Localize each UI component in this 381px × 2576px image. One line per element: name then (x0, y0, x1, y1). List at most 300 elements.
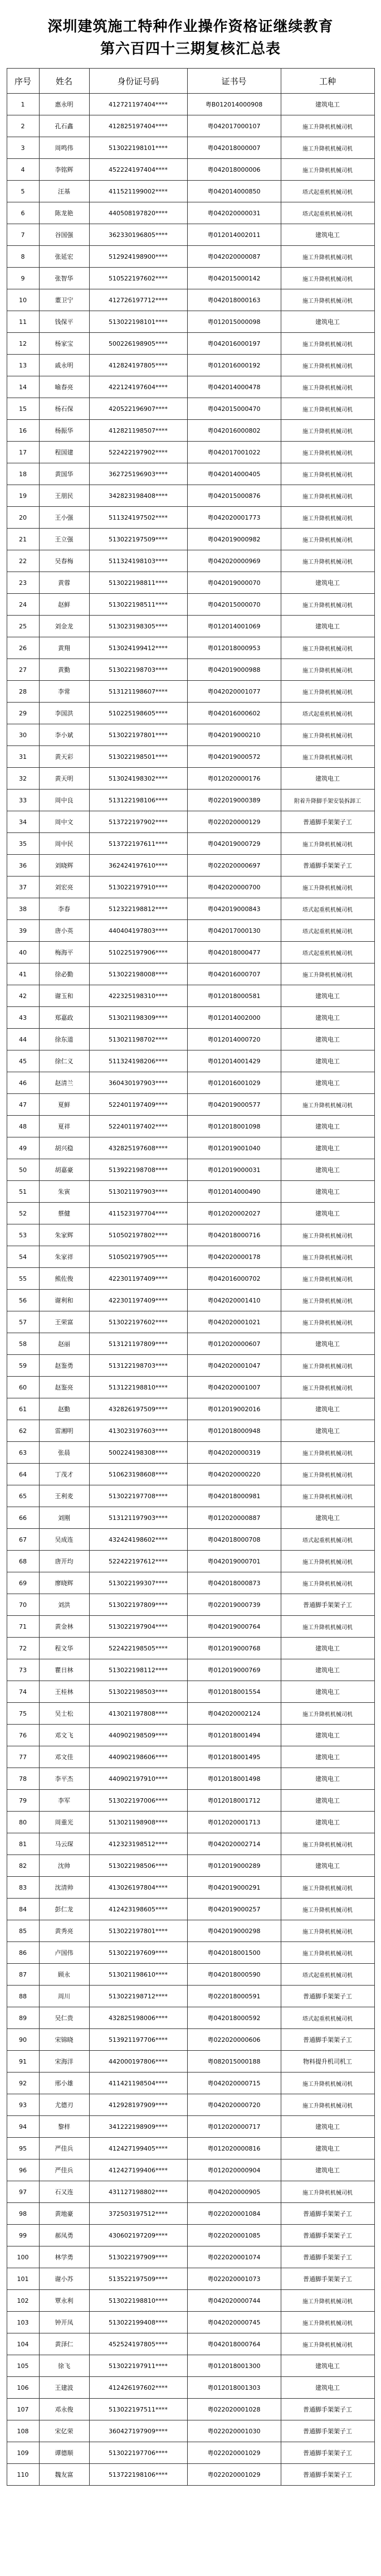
cell-name: 王桂林 (39, 1681, 89, 1703)
cell-name: 吴士松 (39, 1703, 89, 1725)
cell-name: 梅海平 (39, 942, 89, 963)
cell-serial: 33 (7, 790, 39, 811)
cell-job-type: 施工升降机机械司机 (281, 1920, 374, 1942)
cell-name: 邢小雄 (39, 2073, 89, 2094)
cell-serial: 98 (7, 2203, 39, 2225)
cell-job-type: 塔式起重机机械司机 (281, 942, 374, 963)
cell-id-number: 513022197006**** (89, 1790, 187, 1812)
cell-name: 严佳兵 (39, 2159, 89, 2181)
cell-name: 李小斌 (39, 724, 89, 746)
cell-certificate-number: 粤012019000768 (187, 1638, 281, 1659)
cell-name: 王荣富 (39, 1311, 89, 1333)
cell-serial: 67 (7, 1529, 39, 1551)
cell-serial: 15 (7, 398, 39, 420)
cell-certificate-number: 粤042020000905 (187, 2181, 281, 2203)
cell-job-type: 普通脚手架架子工 (281, 2029, 374, 2051)
table-row (7, 1812, 374, 1833)
cell-serial: 77 (7, 1746, 39, 1768)
cell-id-number: 513022198811**** (89, 572, 187, 594)
cell-id-number: 513021198702**** (89, 1029, 187, 1050)
cell-job-type: 施工升降机机械司机 (281, 1268, 374, 1290)
table-row (7, 1638, 374, 1659)
cell-name: 胡嘉豪 (39, 1159, 89, 1181)
cell-job-type: 建筑电工 (281, 1638, 374, 1659)
table-row (7, 659, 374, 681)
table-row (7, 137, 374, 159)
cell-certificate-number: 粤042019000843 (187, 898, 281, 920)
cell-serial: 56 (7, 1290, 39, 1311)
cell-serial: 30 (7, 724, 39, 746)
cell-id-number: 360427197909**** (89, 2420, 187, 2442)
cell-name: 赵清兰 (39, 1072, 89, 1094)
cell-certificate-number: 粤042020001007 (187, 1377, 281, 1398)
cell-job-type: 施工升降机机械司机 (281, 1899, 374, 1920)
cell-id-number: 513122198106**** (89, 790, 187, 811)
table-row (7, 920, 374, 942)
cell-serial: 72 (7, 1638, 39, 1659)
cell-name: 谢利和 (39, 1290, 89, 1311)
cell-id-number: 422325198310**** (89, 985, 187, 1007)
cell-serial: 42 (7, 985, 39, 1007)
cell-id-number: 411523197704**** (89, 1203, 187, 1224)
cell-job-type: 施工升降机机械司机 (281, 1442, 374, 1464)
cell-serial: 62 (7, 1420, 39, 1442)
cell-certificate-number: 粤012020002027 (187, 1203, 281, 1224)
cell-name: 赵丽 (39, 1333, 89, 1355)
table-row (7, 1986, 374, 2007)
cell-serial: 36 (7, 855, 39, 877)
cell-id-number: 411521199002**** (89, 181, 187, 202)
table-row (7, 1594, 374, 1616)
cell-job-type: 建筑电工 (281, 1420, 374, 1442)
table-row (7, 2225, 374, 2246)
cell-serial: 63 (7, 1442, 39, 1464)
title-line-2: 第六百四十三期复核汇总表 (100, 41, 281, 57)
table-row (7, 181, 374, 202)
cell-serial: 104 (7, 2333, 39, 2355)
cell-name: 夏祥 (39, 1116, 89, 1137)
table-row (7, 2333, 374, 2355)
cell-job-type: 施工升降机机械司机 (281, 442, 374, 463)
table-row (7, 2159, 374, 2181)
cell-id-number: 452524197805**** (89, 2333, 187, 2355)
cell-id-number: 432825197608**** (89, 1137, 187, 1159)
cell-name: 顾永 (39, 1964, 89, 1986)
cell-name: 李国洪 (39, 703, 89, 724)
cell-name: 黄勤 (39, 659, 89, 681)
cell-certificate-number: 粤012020000887 (187, 1507, 281, 1529)
cell-serial: 31 (7, 746, 39, 768)
cell-job-type: 普通脚手架架子工 (281, 855, 374, 877)
cell-serial: 50 (7, 1159, 39, 1181)
cell-serial: 3 (7, 137, 39, 159)
cell-job-type: 施工升降机机械司机 (281, 550, 374, 572)
cell-serial: 109 (7, 2442, 39, 2464)
cell-certificate-number: 粤012014001429 (187, 1050, 281, 1072)
cell-serial: 1 (7, 94, 39, 115)
cell-serial: 34 (7, 811, 39, 833)
cell-serial: 83 (7, 1877, 39, 1899)
cell-id-number: 513022197910**** (89, 877, 187, 898)
table-row (7, 355, 374, 376)
cell-certificate-number: 粤042016000602 (187, 703, 281, 724)
cell-id-number: 440902197910**** (89, 1768, 187, 1790)
cell-certificate-number: 粤022020001029 (187, 2442, 281, 2464)
table-row (7, 1616, 374, 1638)
cell-name: 沈清帅 (39, 1877, 89, 1899)
cell-id-number: 513022197801**** (89, 1920, 187, 1942)
cell-serial: 102 (7, 2290, 39, 2312)
cell-certificate-number: 粤042015000070 (187, 594, 281, 616)
cell-id-number: 511324198206**** (89, 1050, 187, 1072)
table-row (7, 1442, 374, 1464)
cell-certificate-number: 粤022020000697 (187, 855, 281, 877)
cell-id-number: 513021198309**** (89, 1007, 187, 1029)
table-row (7, 1398, 374, 1420)
cell-certificate-number: 粤012018000948 (187, 1420, 281, 1442)
cell-name: 廖晓辉 (39, 1572, 89, 1594)
cell-serial: 66 (7, 1507, 39, 1529)
cell-serial: 24 (7, 594, 39, 616)
cell-id-number: 513022198503**** (89, 1681, 187, 1703)
cell-name: 黄翔 (39, 637, 89, 659)
cell-id-number: 513022197911**** (89, 2355, 187, 2377)
cell-name: 谭德顺 (39, 2442, 89, 2464)
cell-certificate-number: 粤012020001713 (187, 1812, 281, 1833)
cell-certificate-number: 粤042018000592 (187, 2007, 281, 2029)
cell-job-type: 建筑电工 (281, 1050, 374, 1072)
cell-job-type: 建筑电工 (281, 1333, 374, 1355)
cell-serial: 23 (7, 572, 39, 594)
cell-id-number: 513022197706**** (89, 2442, 187, 2464)
cell-name: 严佳兵 (39, 2138, 89, 2159)
table-row (7, 268, 374, 289)
table-row (7, 1942, 374, 1964)
table-row (7, 224, 374, 246)
table-row (7, 1029, 374, 1050)
cell-id-number: 510623198608**** (89, 1464, 187, 1485)
cell-serial: 68 (7, 1551, 39, 1572)
cell-serial: 92 (7, 2073, 39, 2094)
table-row (7, 1159, 374, 1181)
cell-id-number: 440404197803**** (89, 920, 187, 942)
cell-certificate-number: 粤B012014000908 (187, 94, 281, 115)
cell-job-type: 普通脚手架架子工 (281, 2420, 374, 2442)
table-row (7, 2203, 374, 2225)
cell-job-type: 塔式起重机机械司机 (281, 202, 374, 224)
cell-name: 张晨 (39, 1442, 89, 1464)
cell-serial: 91 (7, 2051, 39, 2073)
cell-id-number: 432424198602**** (89, 1529, 187, 1551)
cell-name: 徐飞 (39, 2355, 89, 2377)
cell-job-type: 施工升降机机械司机 (281, 594, 374, 616)
cell-certificate-number: 粤022020000606 (187, 2029, 281, 2051)
table-row (7, 246, 374, 268)
cell-job-type: 施工升降机机械司机 (281, 529, 374, 550)
cell-serial: 105 (7, 2355, 39, 2377)
cell-certificate-number: 粤042019000298 (187, 1920, 281, 1942)
cell-certificate-number: 粤022018000591 (187, 1986, 281, 2007)
cell-serial: 2 (7, 115, 39, 137)
cell-certificate-number: 粤042020002124 (187, 1703, 281, 1725)
cell-id-number: 412426197602**** (89, 2377, 187, 2399)
cell-job-type: 建筑电工 (281, 94, 374, 115)
cell-serial: 45 (7, 1050, 39, 1072)
cell-serial: 8 (7, 246, 39, 268)
cell-id-number: 420522196907**** (89, 398, 187, 420)
cell-name: 周鸣伟 (39, 137, 89, 159)
table-row (7, 1311, 374, 1333)
cell-certificate-number: 粤012018000953 (187, 637, 281, 659)
cell-serial: 37 (7, 877, 39, 898)
cell-id-number: 513022198101**** (89, 311, 187, 333)
cell-certificate-number: 粤022020001085 (187, 2225, 281, 2246)
cell-job-type: 普通脚手架架子工 (281, 2203, 374, 2225)
table-row (7, 398, 374, 420)
cell-id-number: 430602197209**** (89, 2225, 187, 2246)
cell-serial: 17 (7, 442, 39, 463)
cell-id-number: 432825198006**** (89, 2007, 187, 2029)
cell-job-type: 施工升降机机械司机 (281, 463, 374, 485)
cell-id-number: 513022197708**** (89, 1485, 187, 1507)
cell-certificate-number: 粤012019001040 (187, 1137, 281, 1159)
cell-name: 朱家辉 (39, 1224, 89, 1246)
header-row (7, 69, 374, 94)
cell-name: 赵鉴勇 (39, 1355, 89, 1377)
cell-certificate-number: 粤012019000031 (187, 1159, 281, 1181)
cell-certificate-number: 粤042019000988 (187, 659, 281, 681)
cell-serial: 12 (7, 333, 39, 355)
cell-certificate-number: 粤012018001098 (187, 1116, 281, 1137)
cell-name: 黎样 (39, 2116, 89, 2138)
cell-job-type: 建筑电工 (281, 224, 374, 246)
cell-certificate-number: 粤012019000769 (187, 1659, 281, 1681)
cell-name: 邓文佳 (39, 1746, 89, 1768)
table-row (7, 2246, 374, 2268)
table-row (7, 833, 374, 855)
cell-name: 李铭辉 (39, 159, 89, 181)
cell-job-type: 普通脚手架架子工 (281, 1594, 374, 1616)
cell-name: 王朋民 (39, 485, 89, 507)
cell-job-type: 施工升降机机械司机 (281, 1572, 374, 1594)
cell-id-number: 522422198505**** (89, 1638, 187, 1659)
table-row (7, 898, 374, 920)
cell-name: 喻春亮 (39, 376, 89, 398)
cell-job-type: 普通脚手架架子工 (281, 2268, 374, 2290)
cell-id-number: 510225198605**** (89, 703, 187, 724)
cell-name: 朱家祥 (39, 1246, 89, 1268)
cell-id-number: 513022199307**** (89, 1572, 187, 1594)
cell-certificate-number: 粤042019000764 (187, 1616, 281, 1638)
cell-name: 李军 (39, 1790, 89, 1812)
cell-name: 邓永俊 (39, 2399, 89, 2420)
cell-id-number: 513022197909**** (89, 2246, 187, 2268)
table-row (7, 1007, 374, 1029)
table-row (7, 1529, 374, 1551)
table-row (7, 1333, 374, 1355)
cell-job-type: 施工升降机机械司机 (281, 2073, 374, 2094)
table-row (7, 442, 374, 463)
cell-job-type: 施工升降机机械司机 (281, 1942, 374, 1964)
cell-certificate-number: 粤042019000572 (187, 746, 281, 768)
cell-job-type: 建筑电工 (281, 1007, 374, 1029)
table-row (7, 550, 374, 572)
cell-job-type: 施工升降机机械司机 (281, 485, 374, 507)
cell-certificate-number: 粤012019002016 (187, 1398, 281, 1420)
cell-job-type: 建筑电工 (281, 1812, 374, 1833)
cell-serial: 7 (7, 224, 39, 246)
table-row (7, 724, 374, 746)
cell-name: 黄天明 (39, 768, 89, 790)
cell-name: 邓文飞 (39, 1725, 89, 1746)
cell-name: 黄蓉 (39, 572, 89, 594)
cell-name: 谢玉和 (39, 985, 89, 1007)
table-row (7, 1355, 374, 1377)
cell-serial: 76 (7, 1725, 39, 1746)
cell-serial: 39 (7, 920, 39, 942)
cell-name: 宋亿荣 (39, 2420, 89, 2442)
cell-name: 郑嘉政 (39, 1007, 89, 1029)
table-row (7, 942, 374, 963)
table-row (7, 1703, 374, 1725)
cell-name: 李平杰 (39, 1768, 89, 1790)
table-row (7, 289, 374, 311)
cell-serial: 79 (7, 1790, 39, 1812)
table-row (7, 1224, 374, 1246)
cell-name: 周川 (39, 1986, 89, 2007)
cell-id-number: 513022197904**** (89, 1616, 187, 1638)
cell-id-number: 342823198408**** (89, 485, 187, 507)
cell-job-type: 建筑电工 (281, 1725, 374, 1746)
cell-id-number: 412928197909**** (89, 2094, 187, 2116)
cell-certificate-number: 粤012015000098 (187, 311, 281, 333)
cell-id-number: 513022197609**** (89, 1942, 187, 1964)
table-row (7, 811, 374, 833)
cell-job-type: 施工升降机机械司机 (281, 1485, 374, 1507)
cell-serial: 10 (7, 289, 39, 311)
cell-serial: 48 (7, 1116, 39, 1137)
cell-certificate-number: 粤042020001773 (187, 507, 281, 529)
cell-name: 吴春梅 (39, 550, 89, 572)
cell-job-type: 施工升降机机械司机 (281, 1464, 374, 1485)
table-row (7, 1551, 374, 1572)
cell-serial: 49 (7, 1137, 39, 1159)
cell-certificate-number: 粤042014000478 (187, 376, 281, 398)
cell-id-number: 413023197603**** (89, 1420, 187, 1442)
cell-job-type: 塔式起重机机械司机 (281, 1529, 374, 1551)
cell-id-number: 431127198802**** (89, 2181, 187, 2203)
cell-name: 程国建 (39, 442, 89, 463)
cell-serial: 11 (7, 311, 39, 333)
cell-name: 刘晓辉 (39, 855, 89, 877)
cell-id-number: 513022199408**** (89, 2312, 187, 2333)
cell-job-type: 施工升降机机械司机 (281, 1377, 374, 1398)
cell-certificate-number: 粤042018000716 (187, 1224, 281, 1246)
cell-name: 吴仁贵 (39, 2007, 89, 2029)
cell-job-type: 施工升降机机械司机 (281, 507, 374, 529)
cell-name: 杨振华 (39, 420, 89, 442)
cell-id-number: 512924198900**** (89, 246, 187, 268)
cell-certificate-number: 粤042019000291 (187, 1877, 281, 1899)
cell-serial: 60 (7, 1377, 39, 1398)
header-job-type: 工种 (281, 69, 374, 94)
cell-id-number: 442000197806**** (89, 2051, 187, 2073)
cell-serial: 99 (7, 2225, 39, 2246)
cell-serial: 6 (7, 202, 39, 224)
header-id-number: 身份证号码 (89, 69, 187, 94)
cell-serial: 93 (7, 2094, 39, 2116)
cell-name: 彭仁龙 (39, 1899, 89, 1920)
cell-name: 李春 (39, 898, 89, 920)
cell-job-type: 建筑电工 (281, 1659, 374, 1681)
cell-serial: 19 (7, 485, 39, 507)
cell-certificate-number: 粤042019000210 (187, 724, 281, 746)
cell-serial: 51 (7, 1181, 39, 1203)
cell-job-type: 建筑电工 (281, 1116, 374, 1137)
table-row (7, 376, 374, 398)
cell-serial: 70 (7, 1594, 39, 1616)
cell-certificate-number: 粤042020001021 (187, 1311, 281, 1333)
cell-serial: 21 (7, 529, 39, 550)
cell-name: 黄秀亮 (39, 1920, 89, 1942)
cell-job-type: 施工升降机机械司机 (281, 2094, 374, 2116)
cell-name: 孔石鑫 (39, 115, 89, 137)
cell-id-number: 513022198511**** (89, 594, 187, 616)
cell-certificate-number: 粤042019000577 (187, 1094, 281, 1116)
table-row (7, 637, 374, 659)
summary-table (7, 68, 375, 2486)
cell-job-type: 建筑电工 (281, 768, 374, 790)
cell-serial: 4 (7, 159, 39, 181)
cell-name: 刘宏亮 (39, 877, 89, 898)
table-row (7, 2094, 374, 2116)
cell-name: 沈帅 (39, 1855, 89, 1877)
cell-job-type: 普通脚手架架子工 (281, 2399, 374, 2420)
cell-id-number: 510522197602**** (89, 268, 187, 289)
cell-serial: 52 (7, 1203, 39, 1224)
cell-id-number: 513021197903**** (89, 1181, 187, 1203)
cell-serial: 38 (7, 898, 39, 920)
cell-id-number: 513022197801**** (89, 724, 187, 746)
cell-certificate-number: 粤042020000700 (187, 877, 281, 898)
cell-job-type: 普通脚手架架子工 (281, 2442, 374, 2464)
cell-id-number: 513022198501**** (89, 746, 187, 768)
cell-certificate-number: 粤042014000850 (187, 181, 281, 202)
table-row (7, 1050, 374, 1072)
cell-job-type: 建筑电工 (281, 1181, 374, 1203)
cell-id-number: 513522197509**** (89, 2268, 187, 2290)
cell-name: 戚永明 (39, 355, 89, 376)
cell-id-number: 513024198302**** (89, 768, 187, 790)
cell-id-number: 362725196903**** (89, 463, 187, 485)
table-row (7, 94, 374, 115)
cell-serial: 13 (7, 355, 39, 376)
cell-id-number: 341222198909**** (89, 2116, 187, 2138)
cell-certificate-number: 粤022020001074 (187, 2246, 281, 2268)
cell-certificate-number: 粤042018000708 (187, 1529, 281, 1551)
cell-certificate-number: 粤042019000701 (187, 1551, 281, 1572)
cell-serial: 44 (7, 1029, 39, 1050)
cell-serial: 108 (7, 2420, 39, 2442)
table-row (7, 2138, 374, 2159)
cell-serial: 100 (7, 2246, 39, 2268)
cell-id-number: 513922198708**** (89, 1159, 187, 1181)
cell-name: 胡兴稳 (39, 1137, 89, 1159)
cell-name: 丁茂才 (39, 1464, 89, 1485)
cell-job-type: 建筑电工 (281, 2116, 374, 2138)
cell-name: 黄国华 (39, 463, 89, 485)
cell-certificate-number: 粤012020000607 (187, 1333, 281, 1355)
